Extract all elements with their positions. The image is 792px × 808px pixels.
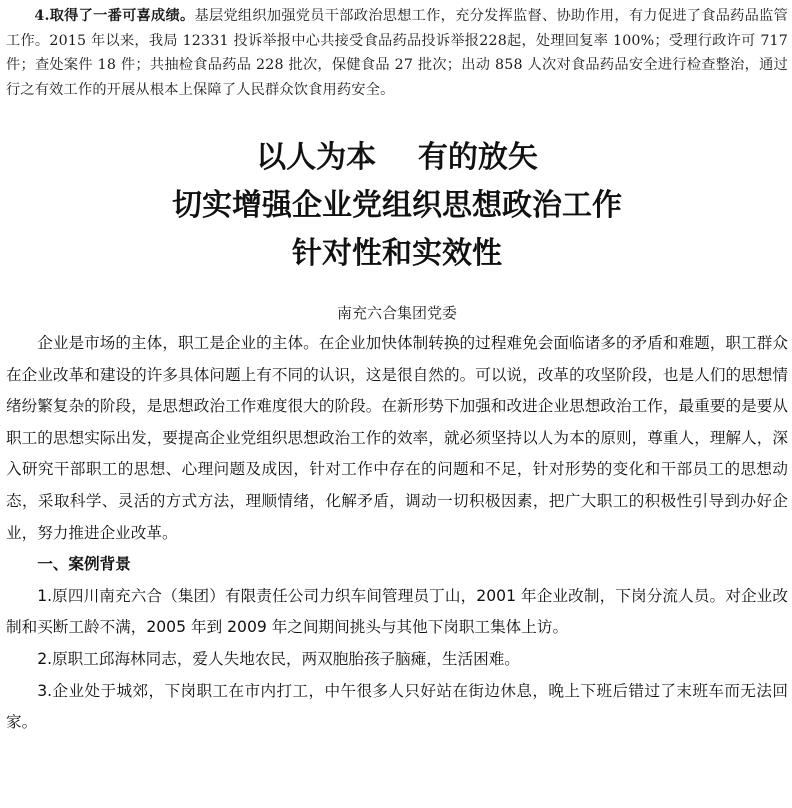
section-heading-case-background: 一、案例背景 bbox=[37, 555, 131, 574]
achievement-text: 基层党组织加强党员干部政治思想工作，充分发挥监督、协助作用，有力促进了食品药品监管工作。2015 年以来，我局 12331 投诉举报中心共接受食品药品投诉举报228起，处理回复率 100%；受理行政许可 717 件；查处案件 18 件；共抽检食品药品 228 批次，保健食品 27 批次；出动 858 人次对食品药品安全进行检查整治，通过行之有效工作的开展从根本上保障了人民群众饮食用药安全。 bbox=[6, 8, 789, 98]
case-paragraph-1: 1.原四川南充六合（集团）有限责任公司力织车间管理员丁山，2001 年企业改制，下岗分流人员。对企业改制和买断工龄不满，2005 年到 2009 年之间期间挑头与其他下岗职工集体上访。 bbox=[6, 586, 788, 637]
title-line-3: 针对性和实效性 bbox=[292, 236, 502, 271]
title-line-2: 切实增强企业党组织思想政治工作 bbox=[172, 188, 622, 223]
article-title bbox=[6, 134, 788, 278]
previous-article-paragraph bbox=[6, 0, 788, 102]
intro-paragraph: 企业是市场的主体，职工是企业的主体。在企业加快体制转换的过程难免会面临诸多的矛盾和难题，职工群众在企业改革和建设的许多具体问题上有不同的认识，这是很自然的。可以说，改革的攻坚阶段，也是人们的思想情绪纷繁复杂的阶段，是思想政治工作难度很大的阶段。在新形势下加强和改进企业思想政治工作，最重要的是要从职工的思想实际出发，要提高企业党组织思想政治工作的效率，就必须坚持以人为本的原则，尊重人，理解人，深入研究干部职工的思想、心理问题及成因，针对工作中存在的问题和不足，针对形势的变化和干部员工的思想动态，采取科学、灵活的方式方法，理顺情绪，化解矛盾，调动一切积极因素，把广大职工的积极性引导到办好企业，努力推进企业改革。 bbox=[6, 334, 788, 542]
achievement-lead-heading: 4.取得了一番可喜成绩。 bbox=[34, 8, 195, 24]
case-paragraph-2: 2.原职工邱海林同志，爱人失地农民，两双胞胎孩子脑瘫，生活困难。 bbox=[37, 649, 520, 668]
case-paragraph-3: 3.企业处于城郊，下岗职工在市内打工，中午很多人只好站在街边休息，晚上下班后错过了末班车而无法回家。 bbox=[6, 681, 788, 732]
title-line-1: 以人为本 有的放矢 bbox=[256, 140, 538, 175]
article-body bbox=[6, 328, 788, 739]
article-author: 南充六合集团党委 bbox=[336, 304, 457, 322]
